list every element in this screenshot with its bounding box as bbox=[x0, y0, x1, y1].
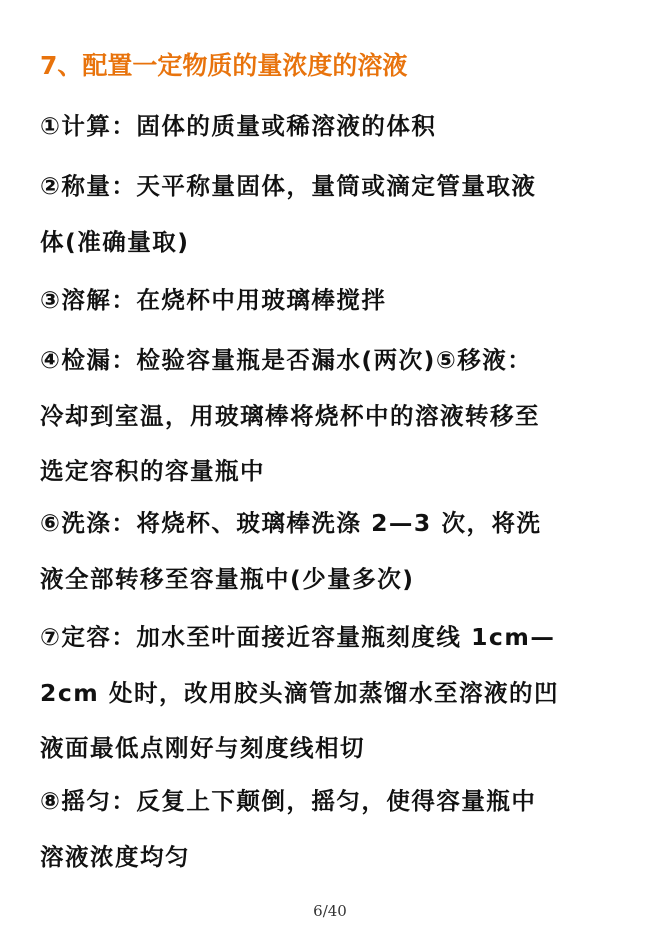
step-line: 溶液浓度均匀 bbox=[40, 842, 190, 871]
step-wash bbox=[40, 496, 630, 607]
step-leak-check-transfer bbox=[40, 333, 630, 500]
step-line: ③溶解：在烧杯中用玻璃棒搅拌 bbox=[40, 286, 387, 314]
step-line: ①计算：固体的质量或稀溶液的体积 bbox=[40, 112, 437, 140]
step-line: 液面最低点刚好与刻度线相切 bbox=[40, 734, 365, 762]
step-weigh bbox=[40, 159, 630, 270]
step-line: 冷却到室温，用玻璃棒将烧杯中的溶液转移至 bbox=[40, 401, 540, 430]
step-fix-volume bbox=[40, 610, 630, 777]
step-line: 体(准确量取) bbox=[40, 227, 190, 256]
step-line: 2cm 处时，改用胶头滴管加蒸馏水至溶液的凹 bbox=[40, 678, 559, 707]
step-dissolve bbox=[40, 273, 630, 329]
step-line: 液全部转移至容量瓶中(少量多次) bbox=[40, 564, 415, 593]
step-shake bbox=[40, 774, 630, 885]
step-line: ②称量：天平称量固体，量筒或滴定管量取液 bbox=[40, 172, 537, 200]
step-line: ⑦定容：加水至叶面接近容量瓶刻度线 1cm— bbox=[40, 623, 556, 651]
page-number: 6/40 bbox=[313, 902, 347, 920]
step-line: ⑥洗涤：将烧杯、玻璃棒洗涤 2—3 次，将洗 bbox=[40, 509, 542, 537]
step-line: ④检漏：检验容量瓶是否漏水(两次)⑤移液： bbox=[40, 346, 533, 374]
step-calculate bbox=[40, 99, 630, 155]
section-title: 7、配置一定物质的量浓度的溶液 bbox=[40, 51, 408, 80]
step-line: ⑧摇匀：反复上下颠倒，摇匀，使得容量瓶中 bbox=[40, 787, 537, 815]
step-line: 选定容积的容量瓶中 bbox=[40, 457, 265, 485]
